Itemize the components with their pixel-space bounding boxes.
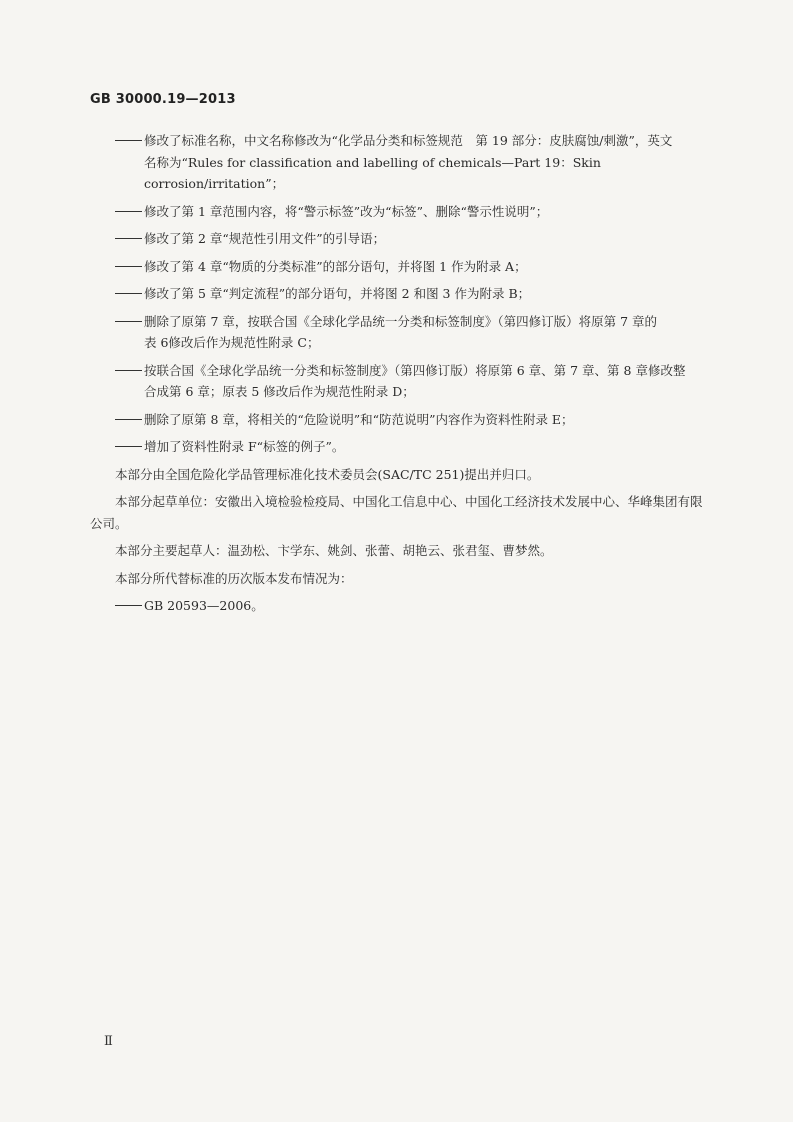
change-item	[115, 409, 705, 431]
standard-number-header: GB 30000.19—2013	[90, 92, 236, 107]
change-item	[115, 130, 705, 195]
change-item	[115, 201, 705, 223]
change-item-line1: 修改了第 4 章“物质的分类标准”的部分语句，并将图 1 作为附录 A；	[144, 258, 527, 274]
dash-mark	[115, 140, 142, 141]
change-item-line1: 修改了第 5 章“判定流程”的部分语句，并将图 2 和图 3 作为附录 B；	[144, 286, 531, 301]
change-item	[115, 436, 705, 458]
previous-version-item	[115, 595, 705, 617]
change-item-line2: 表 6修改后作为规范性附录 C；	[144, 335, 320, 350]
dash-mark	[115, 419, 142, 420]
change-item	[115, 256, 705, 278]
change-item-line2: 合成第 6 章；原表 5 修改后作为规范性附录 D；	[144, 384, 415, 399]
dash-mark	[115, 370, 142, 371]
dash-mark	[115, 266, 142, 267]
change-item-line1: 增加了资料性附录 F“标签的例子”。	[144, 439, 345, 454]
change-item-line1: 修改了标准名称，中文名称修改为“化学品分类和标签规范 第 19 部分：皮肤腐蚀/刺激”，英文	[144, 133, 673, 148]
page-number: Ⅱ	[104, 1034, 113, 1049]
dash-mark	[115, 605, 142, 606]
foreword-content	[90, 130, 705, 623]
paragraph-drafters: 本部分主要起草人：温劲松、卞学东、姚剑、张蕾、胡艳云、张君玺、曹梦然。	[115, 543, 553, 558]
change-item-line2: 名称为“Rules for classification and labelling of chemicals—Part 19：Skin corrosion/irritation”；	[144, 154, 601, 191]
change-item-line1: 删除了原第 7 章，按联合国《全球化学品统一分类和标签制度》（第四修订版）将原第 7 章的	[144, 313, 658, 329]
dash-mark	[115, 211, 142, 212]
change-item-line1: 修改了第 1 章范围内容，将“警示标签”改为“标签”、删除“警示性说明”；	[144, 203, 549, 219]
dash-mark	[115, 293, 142, 294]
paragraph-history-intro: 本部分所代替标准的历次版本发布情况为：	[115, 570, 353, 586]
dash-mark	[115, 446, 142, 447]
change-item	[115, 228, 705, 250]
change-item	[115, 360, 705, 403]
dash-mark	[115, 238, 142, 239]
change-item	[115, 283, 705, 305]
change-item	[115, 311, 705, 354]
change-item-line1: 修改了第 2 章“规范性引用文件”的引导语；	[144, 231, 386, 246]
change-item-line1: 删除了原第 8 章，将相关的“危险说明”和“防范说明”内容作为资料性附录 E；	[144, 411, 574, 427]
change-item-line1: 按联合国《全球化学品统一分类和标签制度》（第四修订版）将原第 6 章、第 7 章、第 8 章修改整	[144, 362, 686, 378]
paragraph-drafting-units: 本部分起草单位：安徽出入境检验检疫局、中国化工信息中心、中国化工经济技术发展中心、华峰集团有限公司。	[90, 494, 703, 531]
previous-version: GB 20593—2006。	[144, 598, 264, 613]
paragraph-proposer: 本部分由全国危险化学品管理标准化技术委员会(SAC/TC 251)提出并归口。	[115, 466, 540, 482]
dash-mark	[115, 321, 142, 322]
